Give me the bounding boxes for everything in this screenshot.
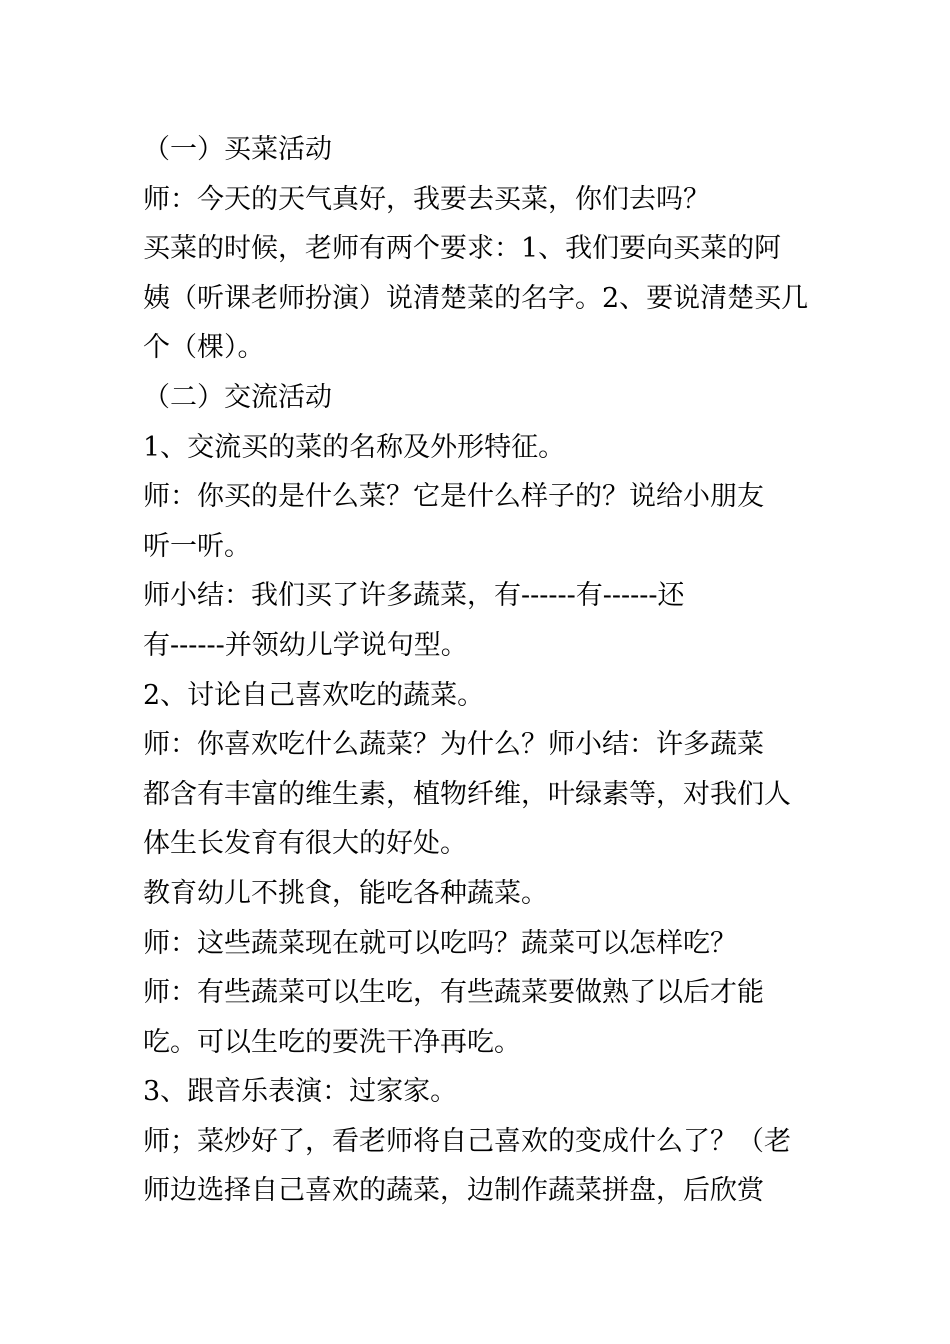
paragraph-line: 个（棵）。 (143, 332, 265, 364)
document-body (143, 125, 823, 1216)
paragraph-line: 姨（听课老师扮演）说清楚菜的名字。2、要说清楚买几 (143, 282, 809, 314)
paragraph-line: 听一听。 (143, 530, 251, 562)
paragraph-line: 1、交流买的菜的名称及外形特征。 (143, 431, 566, 463)
paragraph-line: 3、跟音乐表演：过家家。 (143, 1076, 458, 1108)
paragraph-line: 2、讨论自己喜欢吃的蔬菜。 (143, 679, 485, 711)
paragraph-line: 师边选择自己喜欢的蔬菜，边制作蔬菜拼盘，后欣赏 (143, 1175, 764, 1207)
section-heading-exchange: （二）交流活动 (143, 381, 332, 413)
paragraph-line: 教育幼儿不挑食，能吃各种蔬菜。 (143, 877, 548, 909)
paragraph-line: 有------并领幼儿学说句型。 (143, 629, 468, 661)
paragraph-line: 都含有丰富的维生素，植物纤维，叶绿素等，对我们人 (143, 778, 791, 810)
paragraph-line: 师；菜炒好了，看老师将自己喜欢的变成什么了？（老 (143, 1125, 791, 1157)
paragraph-line: 师：这些蔬菜现在就可以吃吗？蔬菜可以怎样吃？ (143, 927, 737, 959)
paragraph-line: 师小结：我们买了许多蔬菜，有------有------还 (143, 580, 685, 612)
section-heading-buy-vegetables: （一）买菜活动 (143, 134, 332, 165)
paragraph-line: 师：你买的是什么菜？它是什么样子的？说给小朋友 (143, 481, 764, 513)
paragraph-line: 买菜的时候，老师有两个要求：1、我们要向买菜的阿 (143, 233, 782, 265)
paragraph-line: 师：有些蔬菜可以生吃，有些蔬菜要做熟了以后才能 (143, 977, 764, 1009)
paragraph-line: 体生长发育有很大的好处。 (143, 828, 467, 860)
paragraph-line: 师：你喜欢吃什么蔬菜？为什么？师小结：许多蔬菜 (143, 729, 764, 761)
paragraph-line: 吃。可以生吃的要洗干净再吃。 (143, 1026, 521, 1058)
paragraph-line: 师：今天的天气真好，我要去买菜，你们去吗？ (143, 183, 710, 215)
